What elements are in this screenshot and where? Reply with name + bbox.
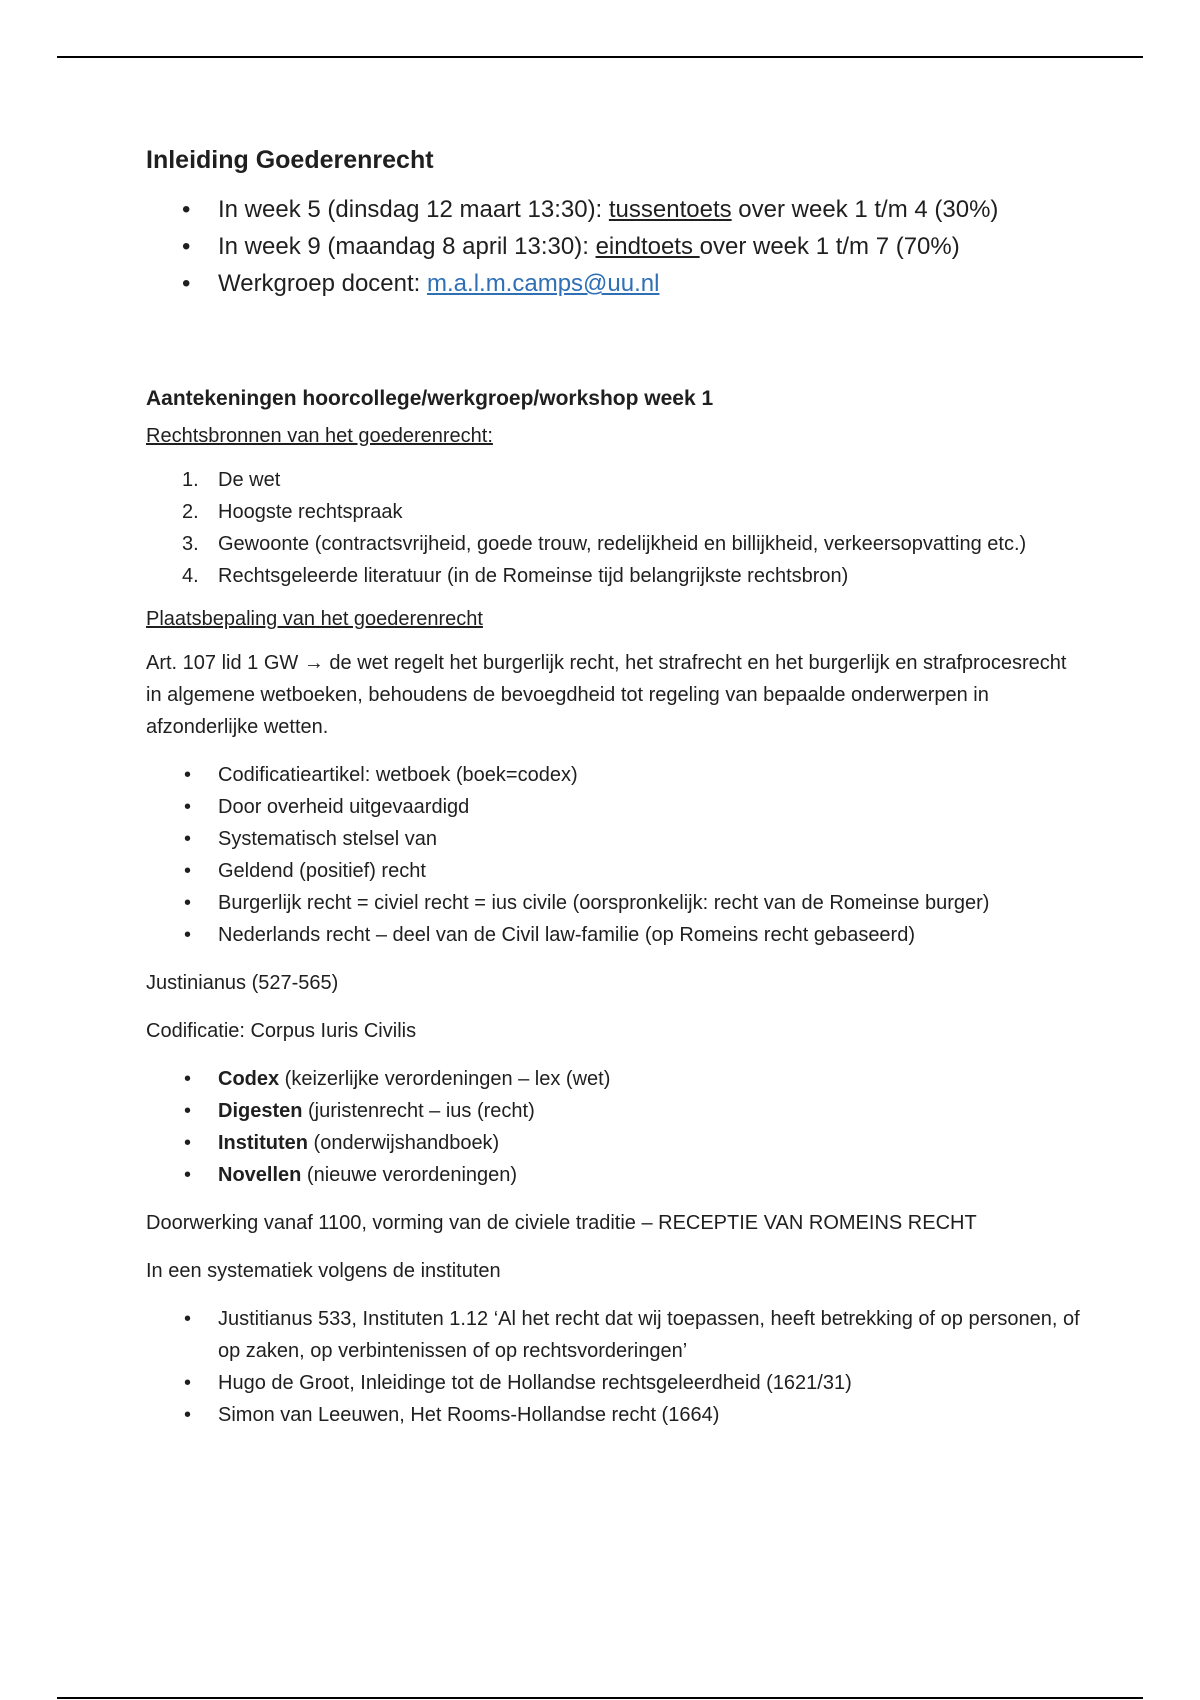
page-title: Inleiding Goederenrecht (146, 146, 434, 174)
codificatie-line: Codificatie: Corpus Iuris Civilis (146, 1020, 417, 1042)
list-item: • Instituten (onderwijshandboek) (146, 1127, 1086, 1159)
list-item: • Novellen (nieuwe verordeningen) (146, 1159, 1086, 1191)
plaatsbepaling-list (146, 759, 1086, 951)
list-item: • Hugo de Groot, Inleidinge tot de Hollandse rechtsgeleerdheid (1621/31) (146, 1367, 1086, 1399)
intro-list (146, 191, 1086, 302)
document-body (146, 146, 1086, 1447)
list-item: • Burgerlijk recht = civiel recht = ius civile (oorspronkelijk: recht van de Romeinse burger) (146, 887, 1086, 919)
list-item: • Digesten (juristenrecht – ius (recht) (146, 1095, 1086, 1127)
justinianus-line: Justinianus (527-565) (146, 972, 339, 994)
corpus-list (146, 1063, 1086, 1191)
list-item: • In week 9 (maandag 8 april 13:30): eindtoets over week 1 t/m 7 (70%) (146, 228, 1086, 265)
plaatsbepaling-heading: Plaatsbepaling van het goederenrecht (146, 608, 483, 630)
list-item: • Nederlands recht – deel van de Civil law-familie (op Romeins recht gebaseerd) (146, 919, 1086, 951)
list-item: 1. De wet (182, 469, 281, 491)
list-item: • Codificatieartikel: wetboek (boek=codex) (146, 759, 1086, 791)
systematiek-line: In een systematiek volgens de instituten (146, 1260, 501, 1282)
list-item: • Werkgroep docent: m.a.l.m.camps@uu.nl (146, 265, 1086, 302)
email-link[interactable]: m.a.l.m.camps@uu.nl (427, 270, 660, 297)
bottom-rule (57, 1697, 1143, 1699)
top-rule (57, 56, 1143, 58)
list-item: • In week 5 (dinsdag 12 maart 13:30): tussentoets over week 1 t/m 4 (30%) (146, 191, 1086, 228)
rechtsbronnen-heading: Rechtsbronnen van het goederenrecht: (146, 425, 493, 447)
notes-heading: Aantekeningen hoorcollege/werkgroep/workshop week 1 (146, 387, 714, 410)
list-item: • Justitianus 533, Instituten 1.12 ‘Al het recht dat wij toepassen, heeft betrekking of op personen, of op zaken, op verbintenissen of op rechtsvorderingen’ (146, 1303, 1086, 1367)
list-item: 4. Rechtsgeleerde literatuur (in de Romeinse tijd belangrijkste rechtsbron) (182, 565, 849, 587)
list-item: • Door overheid uitgevaardigd (146, 791, 1086, 823)
list-item: • Codex (keizerlijke verordeningen – lex (wet) (146, 1063, 1086, 1095)
list-item: • Geldend (positief) recht (146, 855, 1086, 887)
art-107-paragraph: Art. 107 lid 1 GW → de wet regelt het burgerlijk recht, het strafrecht en het burgerlijk en strafprocesrecht in algemene wetboeken, behoudens de bevoegdheid tot regeling van bepaalde onderwerpen in afzonderlijke wetten. (146, 652, 1067, 738)
list-item: • Systematisch stelsel van (146, 823, 1086, 855)
doorwerking-line: Doorwerking vanaf 1100, vorming van de civiele traditie – RECEPTIE VAN ROMEINS RECHT (146, 1212, 977, 1234)
rechtsbronnen-list (146, 464, 1086, 592)
systematiek-list (146, 1303, 1086, 1431)
list-item: 3. Gewoonte (contractsvrijheid, goede trouw, redelijkheid en billijkheid, verkeersopvatting etc.) (182, 533, 1027, 555)
list-item: • Simon van Leeuwen, Het Rooms-Hollandse recht (1664) (146, 1399, 1086, 1431)
list-item: 2. Hoogste rechtspraak (182, 501, 403, 523)
